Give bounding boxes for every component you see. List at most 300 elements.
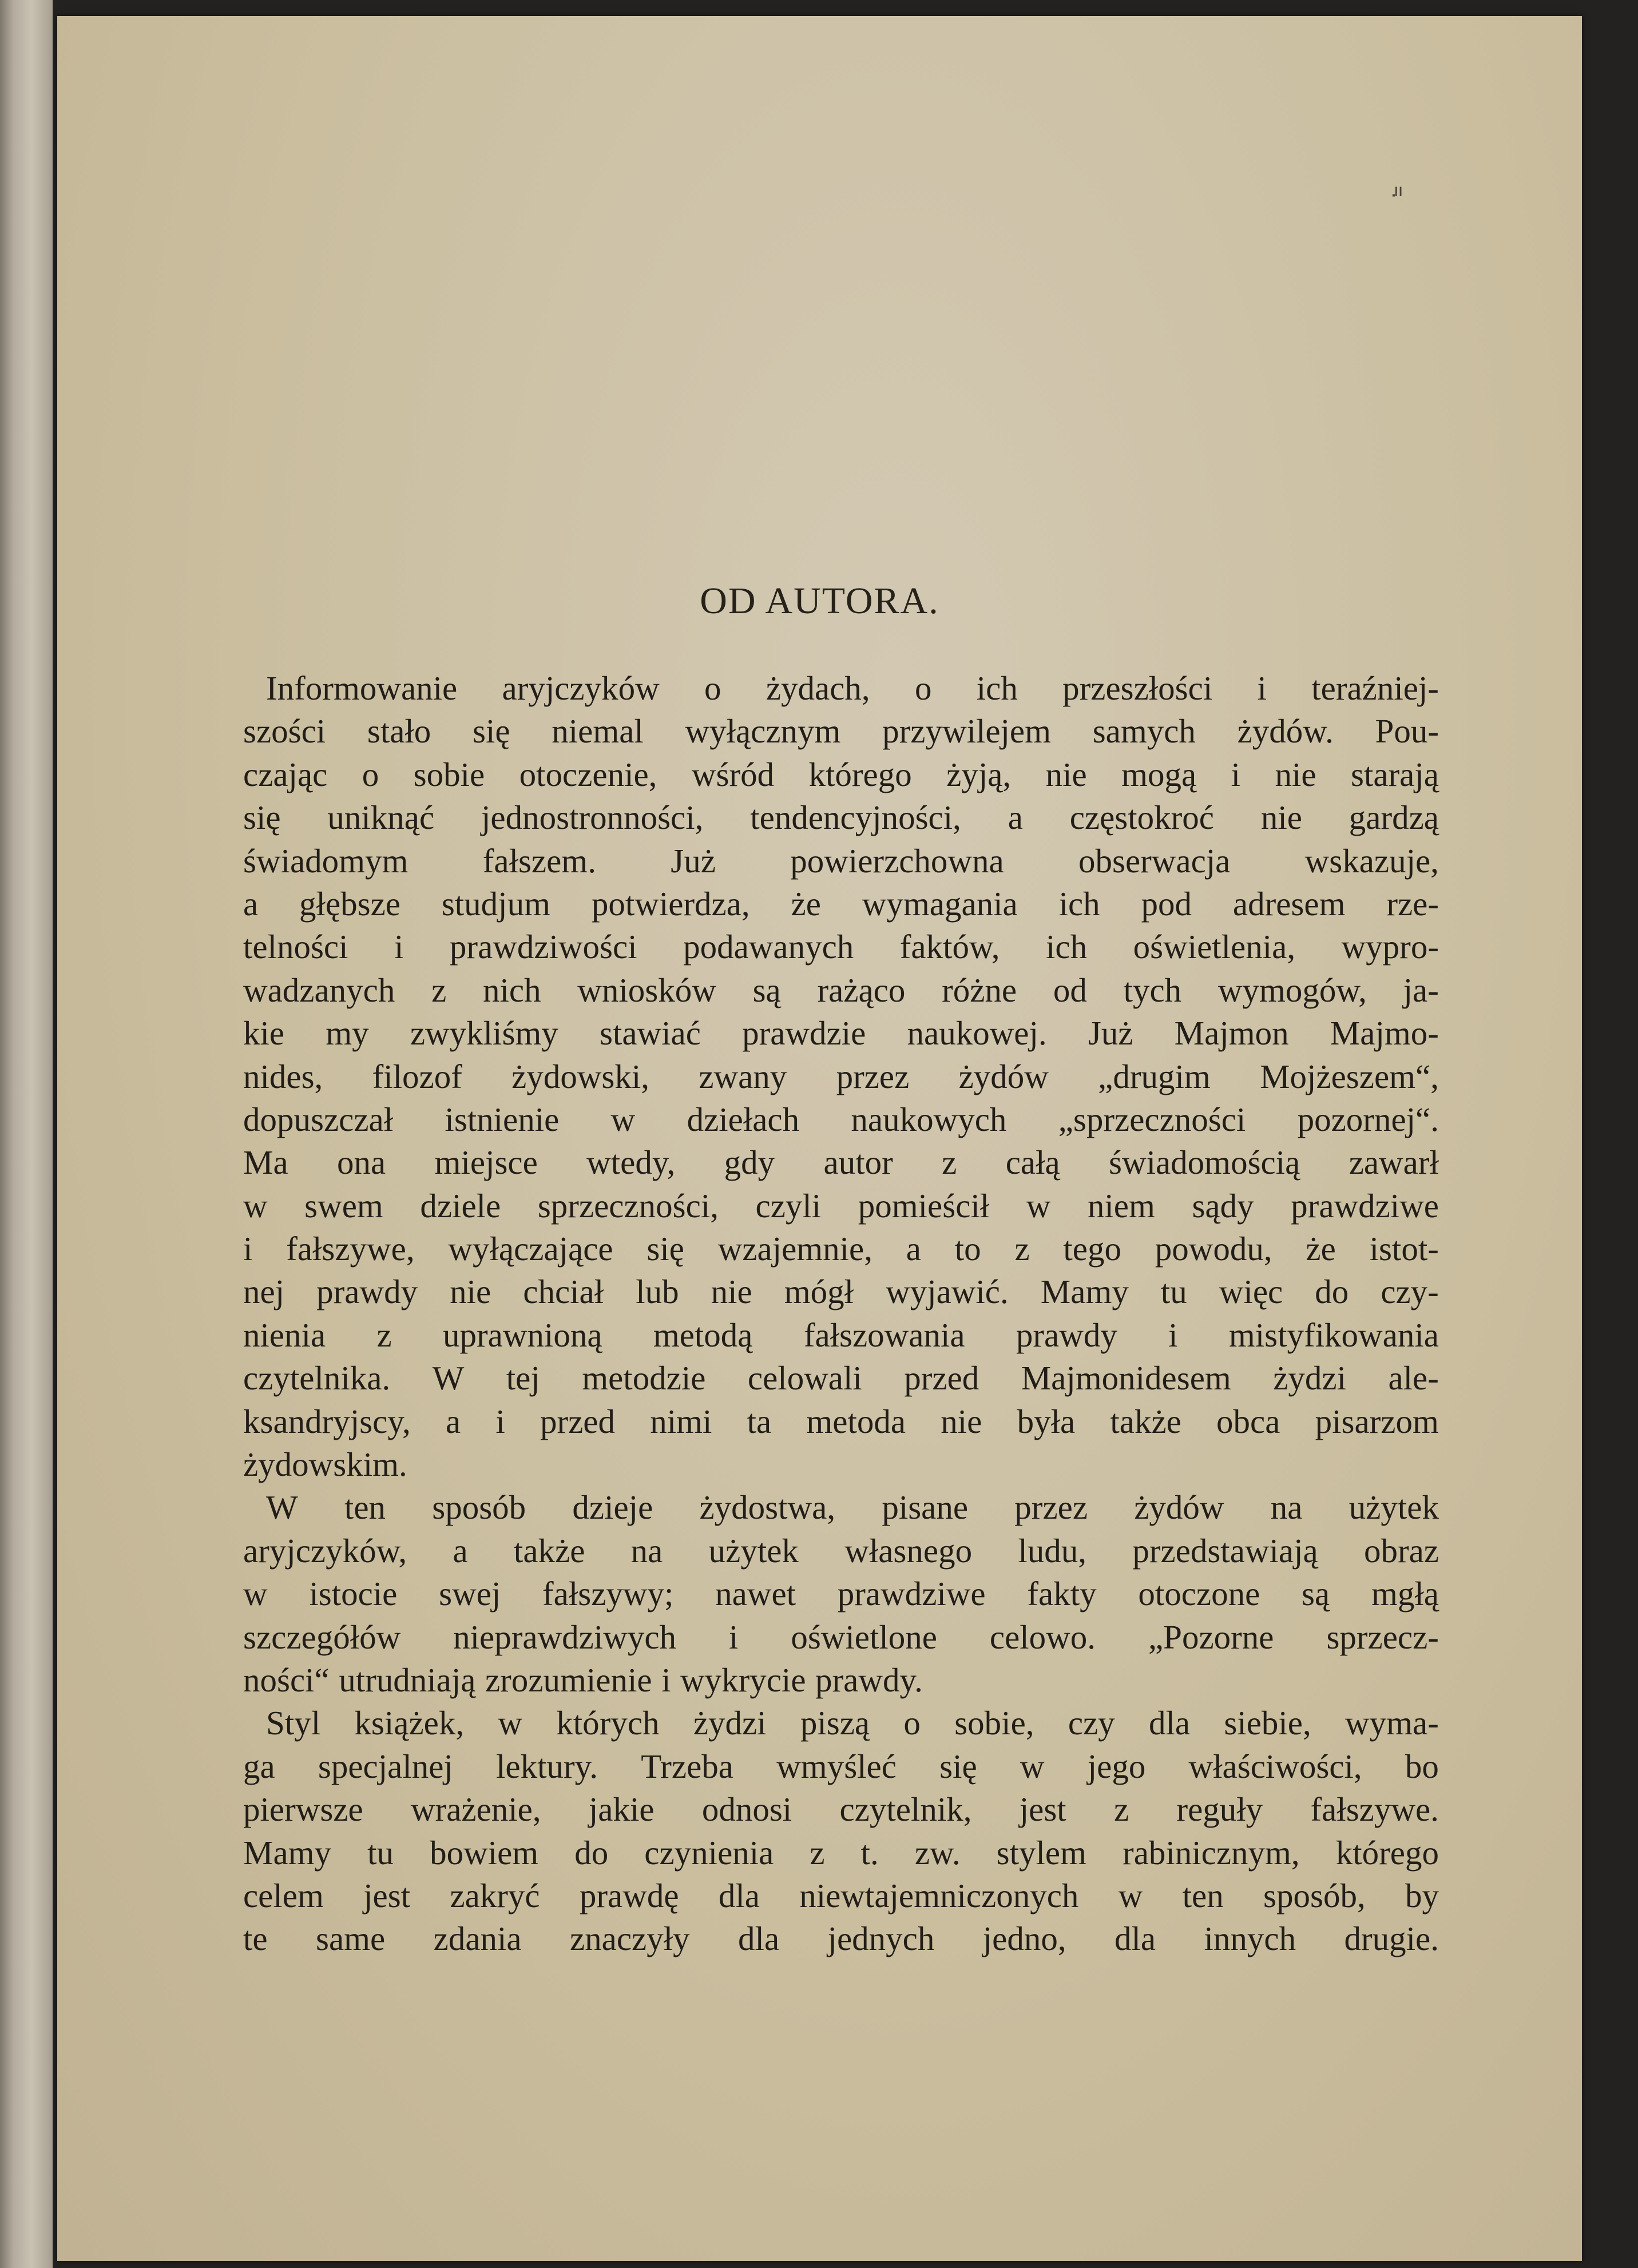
word: żydów. xyxy=(1237,712,1334,750)
page-corner-mark: ᐧᐦ xyxy=(1390,183,1401,209)
word: wymagania xyxy=(862,884,1018,923)
word: przed xyxy=(540,1402,615,1440)
word: i xyxy=(661,1661,671,1699)
text-line xyxy=(243,1400,1439,1443)
word: filozof xyxy=(372,1057,462,1095)
text-line xyxy=(243,710,1439,753)
word: przed xyxy=(904,1359,979,1397)
word: nienia xyxy=(243,1316,326,1354)
word: kie xyxy=(243,1014,285,1052)
word: ja- xyxy=(1403,971,1439,1009)
word: jest xyxy=(1019,1790,1066,1829)
word: o xyxy=(704,669,721,707)
word: pozornej“. xyxy=(1297,1100,1439,1138)
word: prawdy. xyxy=(815,1661,923,1699)
word: ksandryjscy, xyxy=(243,1402,411,1440)
word: adresem xyxy=(1232,884,1346,923)
word: żydzi xyxy=(1273,1359,1347,1397)
word: zwykliśmy xyxy=(410,1014,558,1052)
text-line xyxy=(243,753,1439,796)
word: znaczyły xyxy=(570,1920,690,1958)
word: w xyxy=(243,1575,268,1613)
word: ten xyxy=(344,1488,386,1527)
word: i xyxy=(1168,1316,1178,1354)
word: innych xyxy=(1204,1920,1296,1958)
word: zawarł xyxy=(1349,1143,1439,1182)
word: wyłączające xyxy=(448,1230,613,1268)
word: wmyśleć xyxy=(776,1747,897,1785)
word: a xyxy=(445,1402,461,1440)
word: pisane xyxy=(882,1488,969,1527)
word: właściwości, xyxy=(1188,1747,1362,1785)
word: świadomością xyxy=(1109,1143,1300,1182)
word: w xyxy=(1026,1186,1051,1225)
word: wykrycie xyxy=(680,1661,806,1699)
text-line xyxy=(243,840,1439,883)
text-line xyxy=(243,1270,1439,1313)
word: sądy xyxy=(1192,1186,1254,1225)
word: wymogów, xyxy=(1217,971,1367,1009)
word: w xyxy=(243,1186,268,1225)
word: dziele xyxy=(420,1186,501,1225)
word: rażąco xyxy=(817,971,906,1009)
word: nie xyxy=(711,1273,752,1311)
word: żyją, xyxy=(946,755,1012,793)
word: metoda xyxy=(806,1402,906,1440)
word: sposób xyxy=(432,1488,526,1527)
word: nie xyxy=(1275,755,1316,793)
word: których xyxy=(556,1704,660,1742)
word: prawdziwe xyxy=(1291,1186,1439,1225)
word: bo xyxy=(1405,1747,1439,1785)
word: wyjawić. xyxy=(886,1273,1009,1311)
word: pomieścił xyxy=(858,1186,990,1225)
word: i xyxy=(394,928,404,966)
word: Mojżeszem“, xyxy=(1260,1057,1439,1095)
word: celowo. xyxy=(989,1618,1096,1656)
word: „Pozorne xyxy=(1148,1618,1274,1656)
word: była xyxy=(1017,1402,1076,1440)
word: wniosków xyxy=(577,971,716,1009)
word: sobie, xyxy=(954,1704,1034,1742)
word: czytelnik, xyxy=(839,1790,972,1829)
word: Majmonidesem xyxy=(1021,1359,1231,1397)
text-line xyxy=(243,1357,1439,1400)
word: tu xyxy=(1160,1273,1187,1311)
word: prawdzie xyxy=(742,1014,866,1052)
word: Pou- xyxy=(1375,712,1439,750)
word: zdania xyxy=(433,1920,522,1958)
word: czy- xyxy=(1381,1273,1439,1311)
word: z xyxy=(810,1833,825,1872)
word: prawdy xyxy=(1016,1316,1117,1354)
word: stało xyxy=(367,712,431,750)
word: W xyxy=(266,1488,298,1527)
word: obraz xyxy=(1363,1531,1439,1570)
word: częstokroć xyxy=(1069,799,1214,837)
book-page xyxy=(57,16,1582,2261)
word: że xyxy=(1306,1230,1336,1268)
word: samych xyxy=(1092,712,1196,750)
word: o xyxy=(903,1704,921,1742)
word: otoczenie, xyxy=(519,755,657,793)
text-line xyxy=(243,969,1439,1012)
word: na xyxy=(1270,1488,1303,1527)
text-line xyxy=(243,1228,1439,1270)
word: celowali xyxy=(747,1359,862,1397)
word: by xyxy=(1405,1876,1439,1915)
word: istot- xyxy=(1369,1230,1439,1268)
text-line xyxy=(243,1874,1439,1917)
word: którego xyxy=(808,755,912,793)
word: fałszowania xyxy=(803,1316,965,1354)
word: do xyxy=(574,1833,609,1872)
word: tej xyxy=(506,1359,540,1397)
word: fałszem. xyxy=(482,841,596,880)
word: to xyxy=(954,1230,981,1268)
word: Styl xyxy=(266,1704,321,1742)
text-line xyxy=(243,1788,1439,1831)
word: zwany xyxy=(699,1057,787,1095)
word: „sprzeczności xyxy=(1058,1100,1246,1138)
chapter-title: OD AUTORA. xyxy=(700,580,939,622)
word: metodzie xyxy=(582,1359,706,1397)
word: siebie, xyxy=(1224,1704,1311,1742)
word: a xyxy=(906,1230,921,1268)
word: także xyxy=(1110,1402,1181,1440)
word: przez xyxy=(836,1057,910,1095)
word: nich xyxy=(482,971,541,1009)
word: wrażenie, xyxy=(410,1790,541,1829)
text-line xyxy=(243,1098,1439,1141)
text-line xyxy=(243,1616,1439,1659)
word: czając xyxy=(243,755,328,793)
text-line xyxy=(243,1530,1439,1572)
word: fakty xyxy=(1027,1575,1097,1613)
word: nawet xyxy=(715,1575,796,1613)
word: ności“ xyxy=(243,1661,330,1699)
word: z xyxy=(1113,1790,1129,1829)
word: do xyxy=(1315,1273,1349,1311)
word: Już xyxy=(671,841,716,880)
word: celem xyxy=(243,1876,324,1915)
word: się xyxy=(473,712,510,750)
word: wypro- xyxy=(1341,928,1439,966)
word: w xyxy=(498,1704,522,1742)
word: od xyxy=(1053,971,1087,1009)
word: „drugim xyxy=(1098,1057,1211,1095)
text-line xyxy=(243,1745,1439,1788)
text-line xyxy=(243,1141,1439,1184)
word: gdy xyxy=(724,1143,775,1182)
word: Mamy xyxy=(1040,1273,1129,1311)
word: tu xyxy=(367,1833,394,1872)
word: dla xyxy=(1148,1704,1191,1742)
word: chciał xyxy=(523,1273,604,1311)
word: starają xyxy=(1350,755,1439,793)
word: lektury. xyxy=(496,1747,598,1785)
word: wyma- xyxy=(1345,1704,1439,1742)
word: bowiem xyxy=(430,1833,539,1872)
word: żydach, xyxy=(766,669,870,707)
word: a xyxy=(453,1531,468,1570)
word: W xyxy=(432,1359,465,1397)
word: dla xyxy=(1114,1920,1156,1958)
text-line xyxy=(243,883,1439,926)
word: same xyxy=(316,1920,386,1958)
word: żydów xyxy=(958,1057,1049,1095)
word: my xyxy=(326,1014,369,1052)
word: jego xyxy=(1087,1747,1146,1785)
word: Trzeba xyxy=(641,1747,733,1785)
text-line xyxy=(243,1185,1439,1228)
word: żydów xyxy=(1134,1488,1224,1527)
word: żydowskim. xyxy=(243,1445,407,1484)
word: dzieje xyxy=(572,1488,653,1527)
word: nie xyxy=(1260,799,1302,837)
word: także xyxy=(513,1531,585,1570)
word: niem xyxy=(1087,1186,1155,1225)
word: teraźniej- xyxy=(1311,669,1439,707)
word: nieprawdziwych xyxy=(453,1618,677,1656)
word: więc xyxy=(1219,1273,1283,1311)
word: i xyxy=(243,1230,253,1268)
word: ten xyxy=(1182,1876,1224,1915)
word: użytek xyxy=(1349,1488,1439,1527)
word: o xyxy=(914,669,932,707)
word: odnosi xyxy=(701,1790,792,1829)
word: Mamy xyxy=(243,1833,332,1872)
word: telności xyxy=(243,928,348,966)
word: się xyxy=(243,799,281,837)
word: tych xyxy=(1123,971,1182,1009)
text-line xyxy=(243,926,1439,968)
word: prawdę xyxy=(579,1876,679,1915)
word: czyli xyxy=(755,1186,822,1225)
word: gardzą xyxy=(1349,799,1439,837)
word: czy xyxy=(1068,1704,1115,1742)
word: użytek xyxy=(708,1531,799,1570)
word: żydostwa, xyxy=(699,1488,836,1527)
word: swem xyxy=(304,1186,383,1225)
word: sobie xyxy=(413,755,485,793)
word: w xyxy=(610,1100,636,1138)
word: świadomym xyxy=(243,841,408,880)
word: istnienie xyxy=(445,1100,560,1138)
word: mgłą xyxy=(1371,1575,1439,1613)
word: zw. xyxy=(914,1833,961,1872)
word: zrozumienie xyxy=(485,1661,652,1699)
word: dopuszczał xyxy=(243,1100,394,1138)
word: ich xyxy=(976,669,1018,707)
word: różne xyxy=(942,971,1017,1009)
word: mogą xyxy=(1121,755,1197,793)
word: wzajemnie, xyxy=(717,1230,872,1268)
word: szczegółów xyxy=(243,1618,401,1656)
word: własnego xyxy=(844,1531,973,1570)
word: i xyxy=(1231,755,1241,793)
word: specjalnej xyxy=(318,1747,453,1785)
word: istocie xyxy=(309,1575,398,1613)
word: wśród xyxy=(691,755,775,793)
word: miejsce xyxy=(434,1143,538,1182)
word: pisarzom xyxy=(1315,1402,1439,1440)
word: podawanych xyxy=(683,928,854,966)
word: nie xyxy=(941,1402,982,1440)
word: aryjczyków xyxy=(502,669,660,707)
word: się xyxy=(939,1747,977,1785)
word: wyłącznym xyxy=(685,712,841,750)
word: szości xyxy=(243,712,326,750)
word: nides, xyxy=(243,1057,323,1095)
word: na xyxy=(630,1531,663,1570)
word: Majmon xyxy=(1174,1014,1289,1052)
word: rabinicznym, xyxy=(1123,1833,1300,1872)
word: głębsze xyxy=(299,884,400,923)
word: lub xyxy=(636,1273,679,1311)
text-line xyxy=(243,796,1439,839)
word: żydowski, xyxy=(511,1057,650,1095)
word: tego xyxy=(1063,1230,1121,1268)
word: oświetlone xyxy=(791,1618,937,1656)
word: sposób, xyxy=(1263,1876,1366,1915)
word: ich xyxy=(1046,928,1088,966)
text-line xyxy=(243,1486,1439,1529)
word: stawiać xyxy=(600,1014,701,1052)
text-line xyxy=(243,1702,1439,1745)
word: prawdy xyxy=(316,1273,418,1311)
word: aryjczyków, xyxy=(243,1531,407,1570)
word: prawdziwe xyxy=(837,1575,986,1613)
word: czytelnika. xyxy=(243,1359,391,1397)
word: dla xyxy=(738,1920,780,1958)
text-line xyxy=(243,667,1439,710)
text-line xyxy=(243,1443,1439,1486)
word: a xyxy=(1008,799,1023,837)
word: te xyxy=(243,1920,268,1958)
word: uniknąć xyxy=(327,799,435,837)
text-line xyxy=(243,1012,1439,1055)
word: wskazuje, xyxy=(1304,841,1439,880)
word: jednych xyxy=(827,1920,935,1958)
word: z xyxy=(1014,1230,1030,1268)
text-line xyxy=(243,1055,1439,1098)
word: przedstawiają xyxy=(1132,1531,1318,1570)
word: otoczone xyxy=(1138,1575,1260,1613)
word: stylem xyxy=(996,1833,1086,1872)
word: książek, xyxy=(354,1704,465,1742)
word: są xyxy=(752,971,781,1009)
word: autor xyxy=(823,1143,893,1182)
word: z xyxy=(942,1143,957,1182)
word: niemal xyxy=(552,712,644,750)
word: ga xyxy=(243,1747,275,1785)
word: zakryć xyxy=(450,1876,540,1915)
word: nie xyxy=(1045,755,1087,793)
word: oświetlenia, xyxy=(1133,928,1296,966)
word: żydzi xyxy=(693,1704,767,1742)
word: ich xyxy=(1058,884,1100,923)
word: prawdziwości xyxy=(449,928,637,966)
word: Informowanie xyxy=(266,669,458,707)
word: faktów, xyxy=(899,928,1000,966)
word: rze- xyxy=(1386,884,1439,923)
body-text xyxy=(243,667,1439,1961)
word: mistyfikowania xyxy=(1228,1316,1439,1354)
word: w xyxy=(1020,1747,1045,1785)
word: ale- xyxy=(1388,1359,1439,1397)
word: pod xyxy=(1141,884,1192,923)
word: Ma xyxy=(243,1143,288,1182)
word: przez xyxy=(1014,1488,1088,1527)
word: nimi xyxy=(650,1402,712,1440)
word: Majmo- xyxy=(1330,1014,1439,1052)
word: przywilejem xyxy=(882,712,1052,750)
word: powierzchowna xyxy=(790,841,1004,880)
word: fałszywe, xyxy=(286,1230,415,1268)
word: piszą xyxy=(800,1704,870,1742)
word: przeszłości xyxy=(1062,669,1213,707)
word: wadzanych xyxy=(243,971,395,1009)
word: obca xyxy=(1216,1402,1280,1440)
text-line xyxy=(243,1314,1439,1357)
word: ludu, xyxy=(1018,1531,1087,1570)
word: ta xyxy=(747,1402,772,1440)
previous-page-edge xyxy=(0,0,53,2268)
word: że xyxy=(791,884,821,923)
text-line xyxy=(243,1659,1439,1702)
word: utrudniają xyxy=(339,1661,476,1699)
word: i xyxy=(1257,669,1267,707)
word: jest xyxy=(363,1876,411,1915)
word: są xyxy=(1302,1575,1330,1613)
word: nie xyxy=(450,1273,491,1311)
word: niewtajemniczonych xyxy=(799,1876,1079,1915)
word: i xyxy=(495,1402,505,1440)
word: o xyxy=(362,755,379,793)
word: mógł xyxy=(784,1273,854,1311)
word: nej xyxy=(243,1273,285,1311)
word: którego xyxy=(1335,1833,1439,1872)
word: wtedy, xyxy=(586,1143,676,1182)
text-line xyxy=(243,1917,1439,1960)
word: i xyxy=(729,1618,739,1656)
word: naukowych xyxy=(851,1100,1007,1138)
word: sprzecz- xyxy=(1326,1618,1439,1656)
word: obserwacja xyxy=(1078,841,1231,880)
word: naukowej. xyxy=(907,1014,1047,1052)
word: jednostronności, xyxy=(481,799,704,837)
word: ona xyxy=(337,1143,386,1182)
word: tendencyjności, xyxy=(750,799,961,837)
word: fałszywe. xyxy=(1310,1790,1439,1829)
word: dla xyxy=(718,1876,760,1915)
word: sprzeczności, xyxy=(537,1186,719,1225)
word: z xyxy=(376,1316,392,1354)
word: pierwsze xyxy=(243,1790,363,1829)
word: się xyxy=(647,1230,684,1268)
text-line xyxy=(243,1572,1439,1615)
word: potwierdza, xyxy=(591,884,750,923)
word: z xyxy=(431,971,447,1009)
word: w xyxy=(1118,1876,1143,1915)
word: t. xyxy=(860,1833,879,1872)
word: a xyxy=(243,884,259,923)
word: studjum xyxy=(441,884,550,923)
word: fałszywy; xyxy=(542,1575,674,1613)
word: powodu, xyxy=(1155,1230,1272,1268)
word: czynienia xyxy=(644,1833,774,1872)
